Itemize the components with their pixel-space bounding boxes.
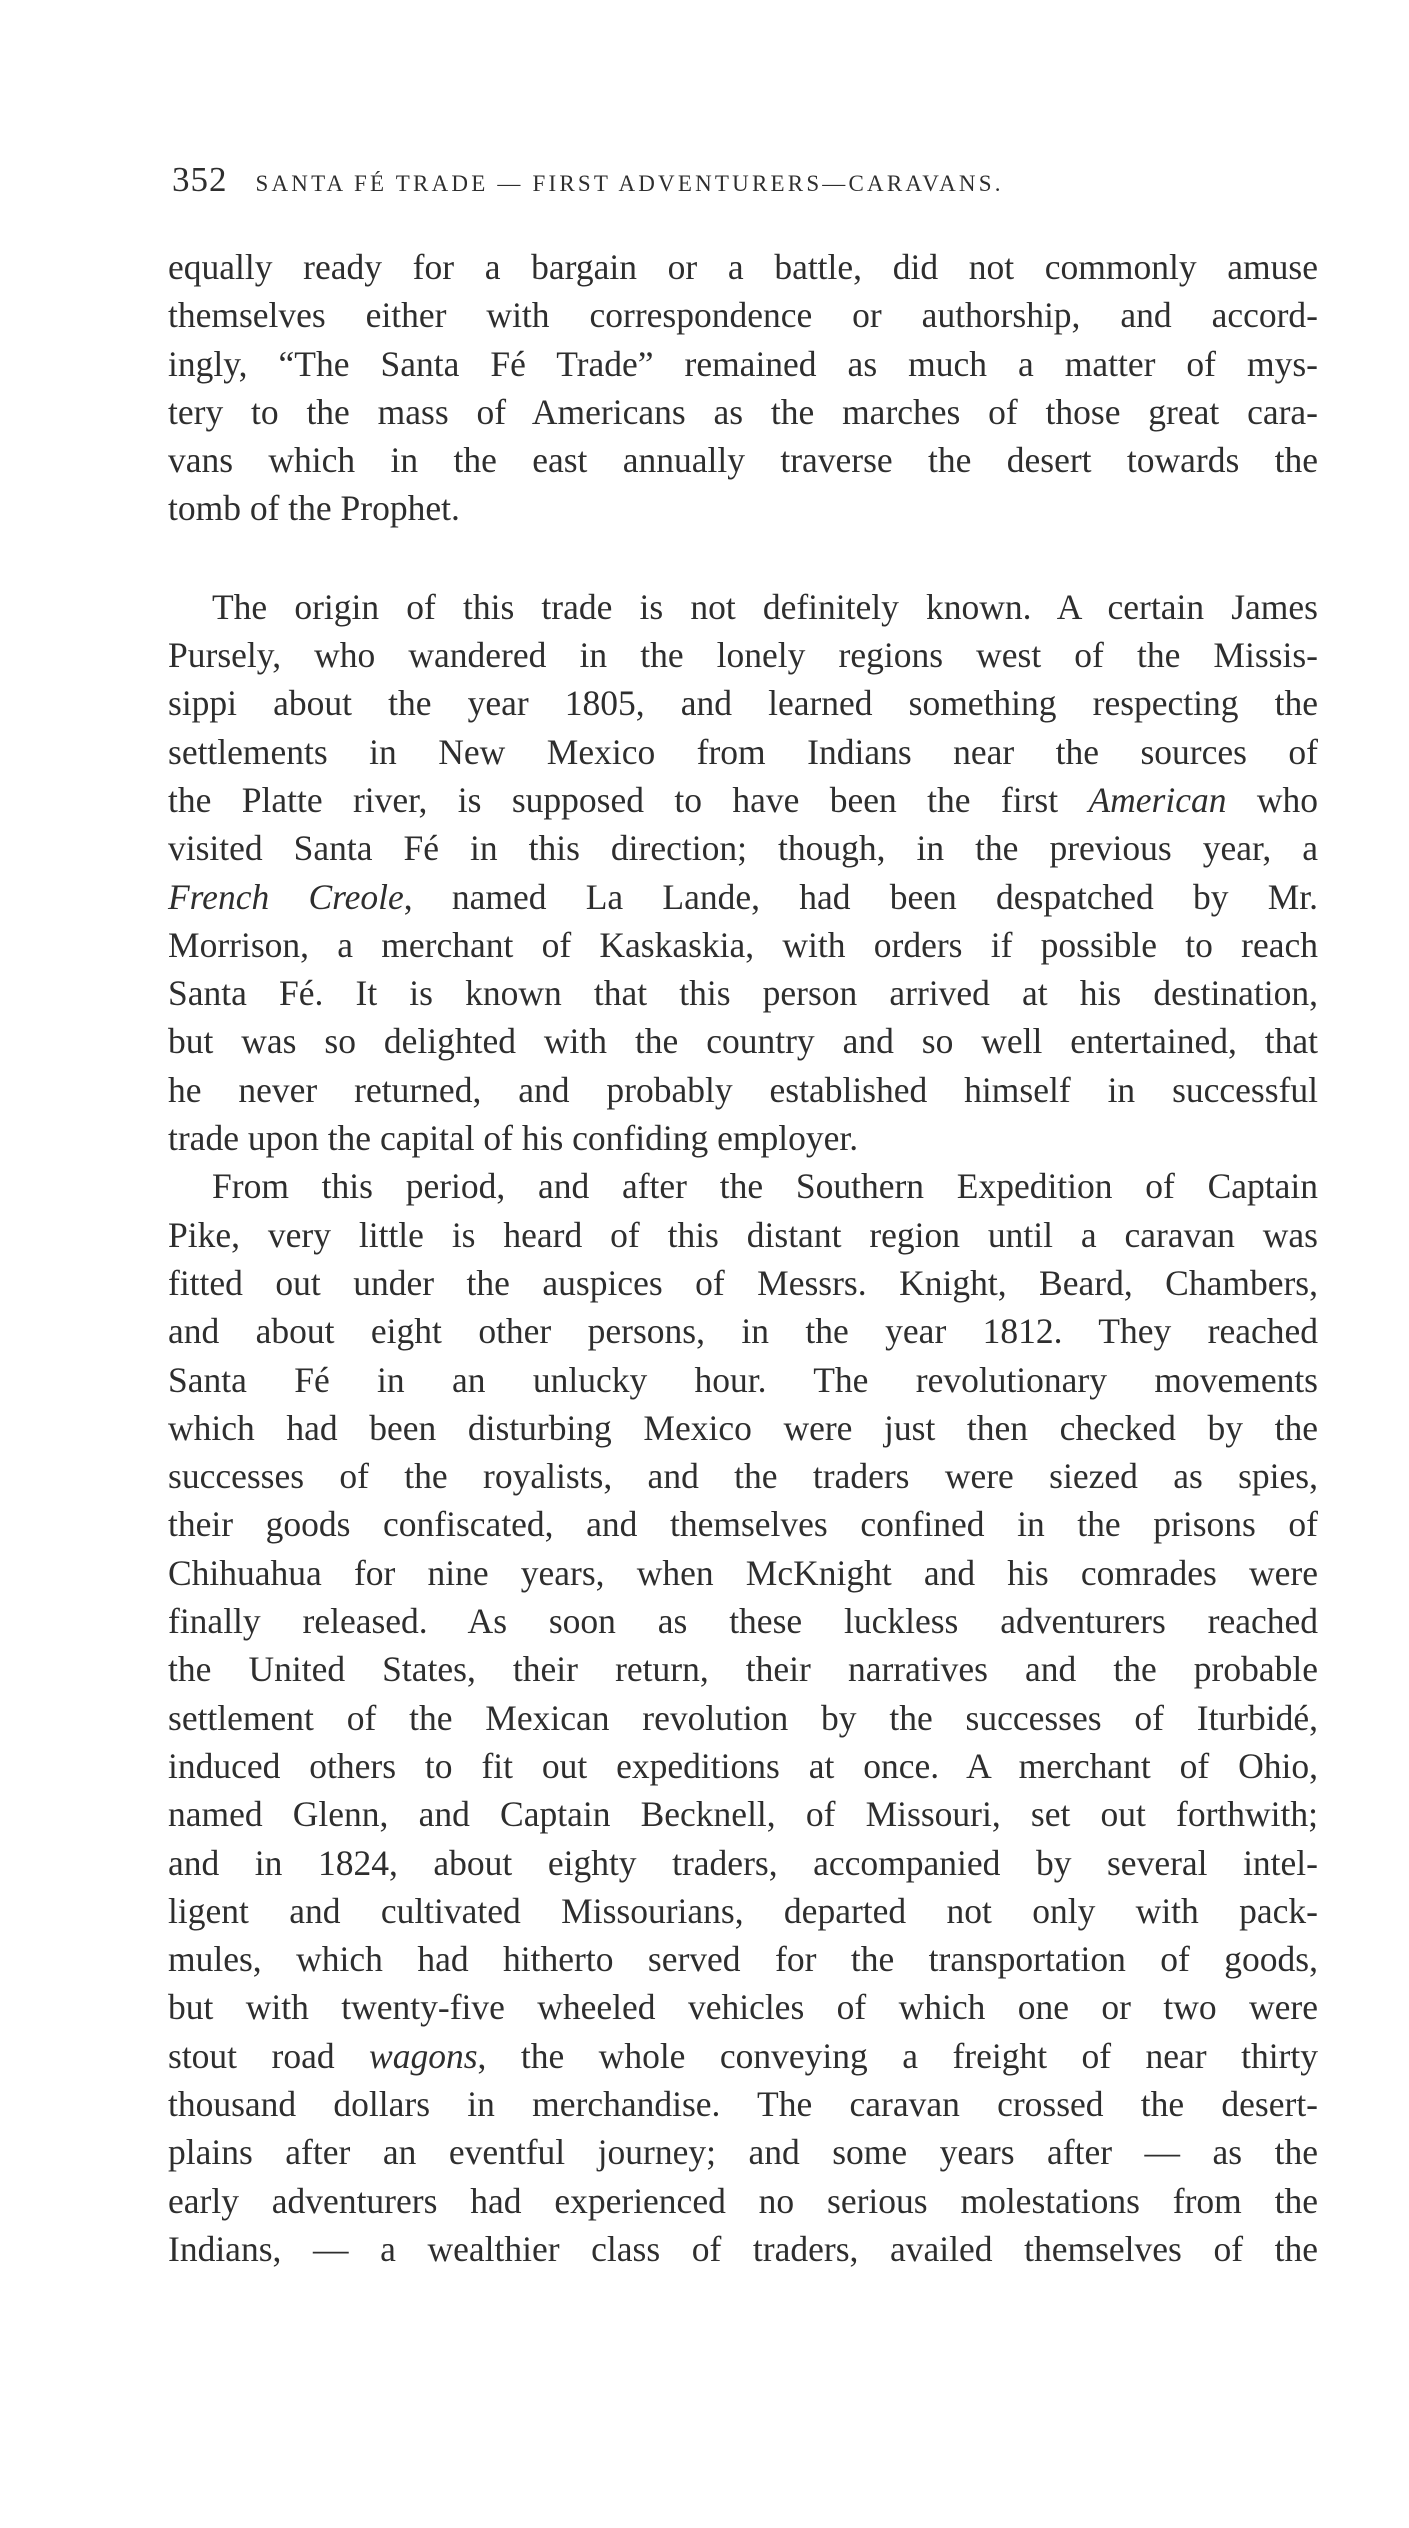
running-head: [172, 160, 1322, 210]
text-line: themselves either with correspondence or authorship, and accord-: [168, 295, 1318, 336]
paragraph-gap: [168, 533, 1318, 583]
paragraph: [168, 1162, 1318, 2273]
text-line: settlement of the Mexican revolution by the successes of Iturbidé,: [168, 1697, 1318, 1738]
text-line: stout road wagons, the whole conveying a freight of near thirty: [168, 2035, 1318, 2076]
text-line: Chihuahua for nine years, when McKnight and his comrades were: [168, 1552, 1318, 1593]
running-title: SANTA FÉ TRADE — FIRST ADVENTURERS—CARAVANS.: [255, 171, 1004, 196]
text-line: ligent and cultivated Missourians, departed not only with pack-: [168, 1890, 1318, 1931]
paragraph: [168, 583, 1318, 1163]
text-line: named Glenn, and Captain Becknell, of Missouri, set out forthwith;: [168, 1794, 1318, 1835]
text-line: equally ready for a bargain or a battle, did not commonly amuse: [168, 247, 1318, 287]
text-line: Indians, — a wealthier class of traders, availed themselves of the: [168, 2228, 1318, 2269]
text-line: visited Santa Fé in this direction; though, in the previous year, a: [168, 828, 1318, 869]
text-line: The origin of this trade is not definitely known. A certain James: [212, 586, 1318, 627]
text-line: French Creole, named La Lande, had been despatched by Mr.: [168, 876, 1319, 917]
text-line: successes of the royalists, and the traders were siezed as spies,: [168, 1456, 1318, 1497]
text-line: From this period, and after the Southern Expedition of Captain: [212, 1166, 1318, 1207]
text-line: the United States, their return, their narratives and the probable: [168, 1649, 1318, 1690]
text-line: Pike, very little is heard of this distant region until a caravan was: [168, 1214, 1318, 1255]
text-line: but was so delighted with the country and so well entertained, that: [168, 1021, 1318, 1062]
text-line: finally released. As soon as these luckless adventurers reached: [168, 1601, 1318, 1642]
text-line: tomb of the Prophet.: [168, 488, 460, 529]
text-line: settlements in New Mexico from Indians near the sources of: [168, 731, 1318, 772]
text-line: trade upon the capital of his confiding employer.: [168, 1118, 859, 1159]
text-line: he never returned, and probably established himself in successful: [168, 1069, 1318, 1110]
text-line: but with twenty-five wheeled vehicles of which one or two were: [168, 1987, 1318, 2028]
body-text: [168, 243, 1318, 2273]
text-line: Santa Fé. It is known that this person arrived at his destination,: [168, 973, 1318, 1014]
text-line: their goods confiscated, and themselves confined in the prisons of: [168, 1504, 1318, 1545]
text-line: sippi about the year 1805, and learned something respecting the: [168, 683, 1318, 724]
text-line: early adventurers had experienced no serious molestations from the: [168, 2180, 1318, 2221]
text-line: Morrison, a merchant of Kaskaskia, with orders if possible to reach: [168, 924, 1318, 965]
text-line: plains after an eventful journey; and some years after — as the: [168, 2132, 1318, 2173]
text-line: and about eight other persons, in the year 1812. They reached: [168, 1311, 1318, 1352]
text-line: the Platte river, is supposed to have been the first American who: [168, 779, 1318, 820]
text-line: mules, which had hitherto served for the transportation of goods,: [168, 1939, 1318, 1980]
text-line: ingly, “The Santa Fé Trade” remained as much a matter of mys-: [168, 343, 1318, 384]
text-line: Pursely, who wandered in the lonely regions west of the Missis-: [168, 635, 1318, 676]
text-line: thousand dollars in merchandise. The caravan crossed the desert-: [168, 2083, 1318, 2124]
page-number: 352: [172, 160, 228, 199]
text-line: which had been disturbing Mexico were just then checked by the: [168, 1407, 1318, 1448]
text-line: fitted out under the auspices of Messrs. Knight, Beard, Chambers,: [168, 1262, 1318, 1303]
paragraph: [168, 243, 1318, 533]
text-line: tery to the mass of Americans as the marches of those great cara-: [168, 391, 1318, 432]
text-line: vans which in the east annually traverse the desert towards the: [168, 440, 1318, 481]
text-line: Santa Fé in an unlucky hour. The revolutionary movements: [168, 1359, 1318, 1400]
text-line: induced others to fit out expeditions at once. A merchant of Ohio,: [168, 1745, 1318, 1786]
text-line: and in 1824, about eighty traders, accompanied by several intel-: [168, 1842, 1318, 1883]
